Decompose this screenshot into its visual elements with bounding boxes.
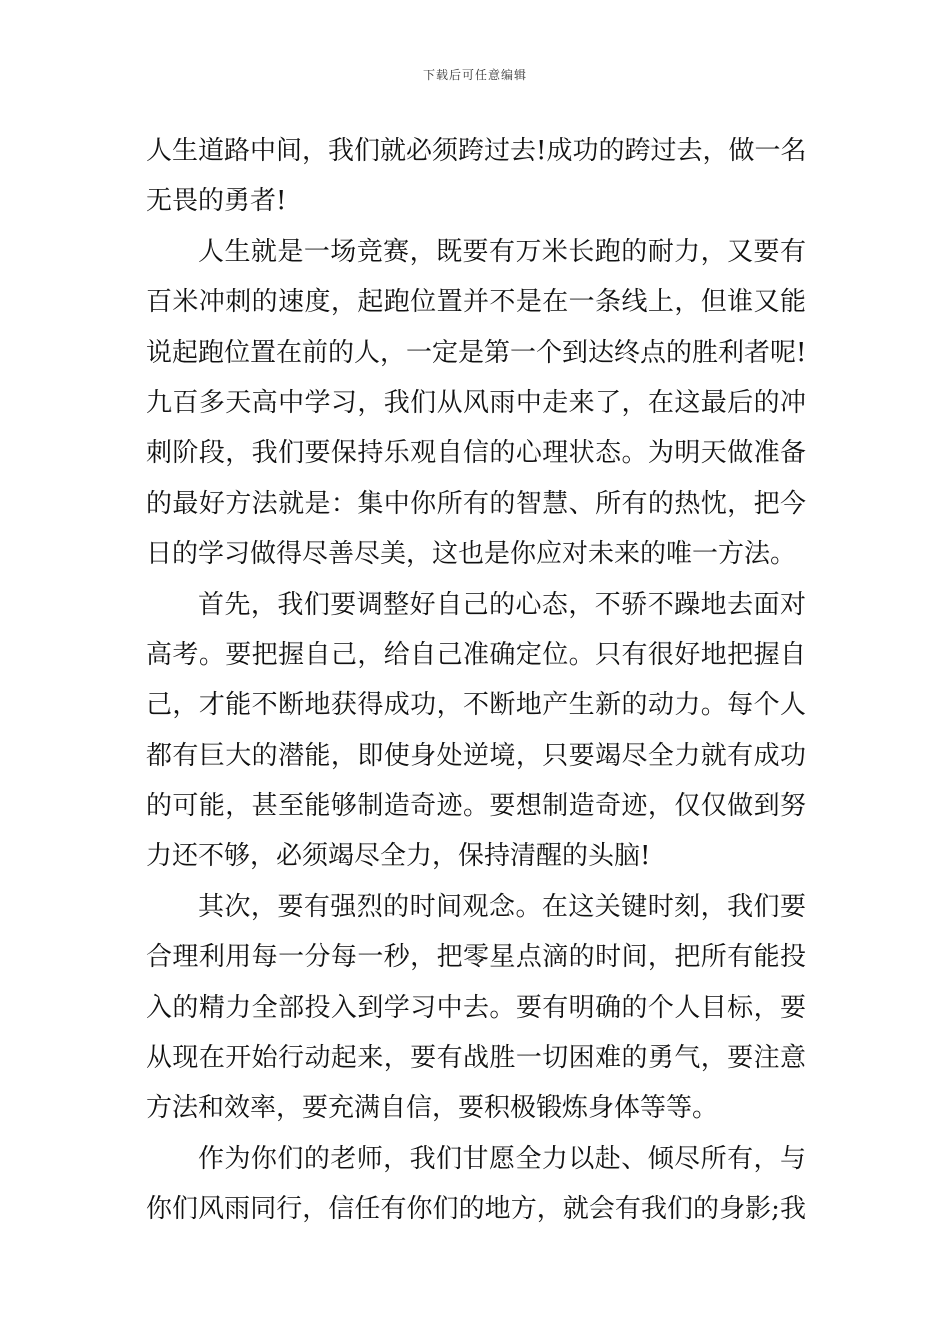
text-line: 都有巨大的潜能，即使身处逆境，只要竭尽全力就有成功 — [146, 740, 806, 771]
text-line: 高考。要把握自己，给自己准确定位。只有很好地把握自 — [146, 639, 806, 670]
text-line: 作为你们的老师，我们甘愿全力以赴、倾尽所有，与 — [198, 1143, 806, 1174]
text-line: 从现在开始行动起来，要有战胜一切困难的勇气，要注意 — [146, 1043, 806, 1074]
text-line: 的最好方法就是：集中你所有的智慧、所有的热忱，把今 — [146, 488, 806, 519]
text-line: 刺阶段，我们要保持乐观自信的心理状态。为明天做准备 — [146, 438, 806, 469]
text-line: 合理利用每一分每一秒，把零星点滴的时间，把所有能投 — [146, 942, 806, 973]
text-line: 的可能，甚至能够制造奇迹。要想制造奇迹，仅仅做到努 — [146, 791, 806, 822]
text-line: 人生道路中间，我们就必须跨过去!成功的跨过去，做一名 — [146, 136, 807, 166]
text-line: 力还不够，必须竭尽全力，保持清醒的头脑! — [146, 841, 651, 872]
text-line: 人生就是一场竞赛，既要有万米长跑的耐力，又要有 — [198, 236, 806, 267]
text-line: 说起跑位置在前的人，一定是第一个到达终点的胜利者呢! — [146, 337, 807, 368]
text-line: 方法和效率，要充满自信，要积极锻炼身体等等。 — [146, 1093, 719, 1124]
text-line: 己，才能不断地获得成功，不断地产生新的动力。每个人 — [146, 690, 806, 721]
paragraph — [146, 1134, 806, 1235]
text-line: 日的学习做得尽善尽美，这也是你应对未来的唯一方法。 — [146, 539, 797, 570]
page-header-note: 下载后可任意编辑 — [422, 68, 527, 82]
text-line: 百米冲刺的速度，起跑位置并不是在一条线上，但谁又能 — [146, 287, 806, 318]
text-line: 入的精力全部投入到学习中去。要有明确的个人目标，要 — [146, 992, 806, 1023]
text-line: 首先，我们要调整好自己的心态，不骄不躁地去面对 — [198, 589, 806, 620]
text-line: 九百多天高中学习，我们从风雨中走来了，在这最后的冲 — [146, 387, 806, 418]
paragraph — [146, 580, 806, 882]
paragraph — [146, 126, 806, 227]
paragraph — [146, 227, 806, 580]
text-line: 无畏的勇者! — [146, 186, 287, 217]
text-line: 你们风雨同行，信任有你们的地方，就会有我们的身影;我 — [146, 1194, 806, 1225]
text-line: 其次，要有强烈的时间观念。在这关键时刻，我们要 — [198, 891, 806, 922]
document-body — [146, 126, 806, 1235]
paragraph — [146, 882, 806, 1134]
